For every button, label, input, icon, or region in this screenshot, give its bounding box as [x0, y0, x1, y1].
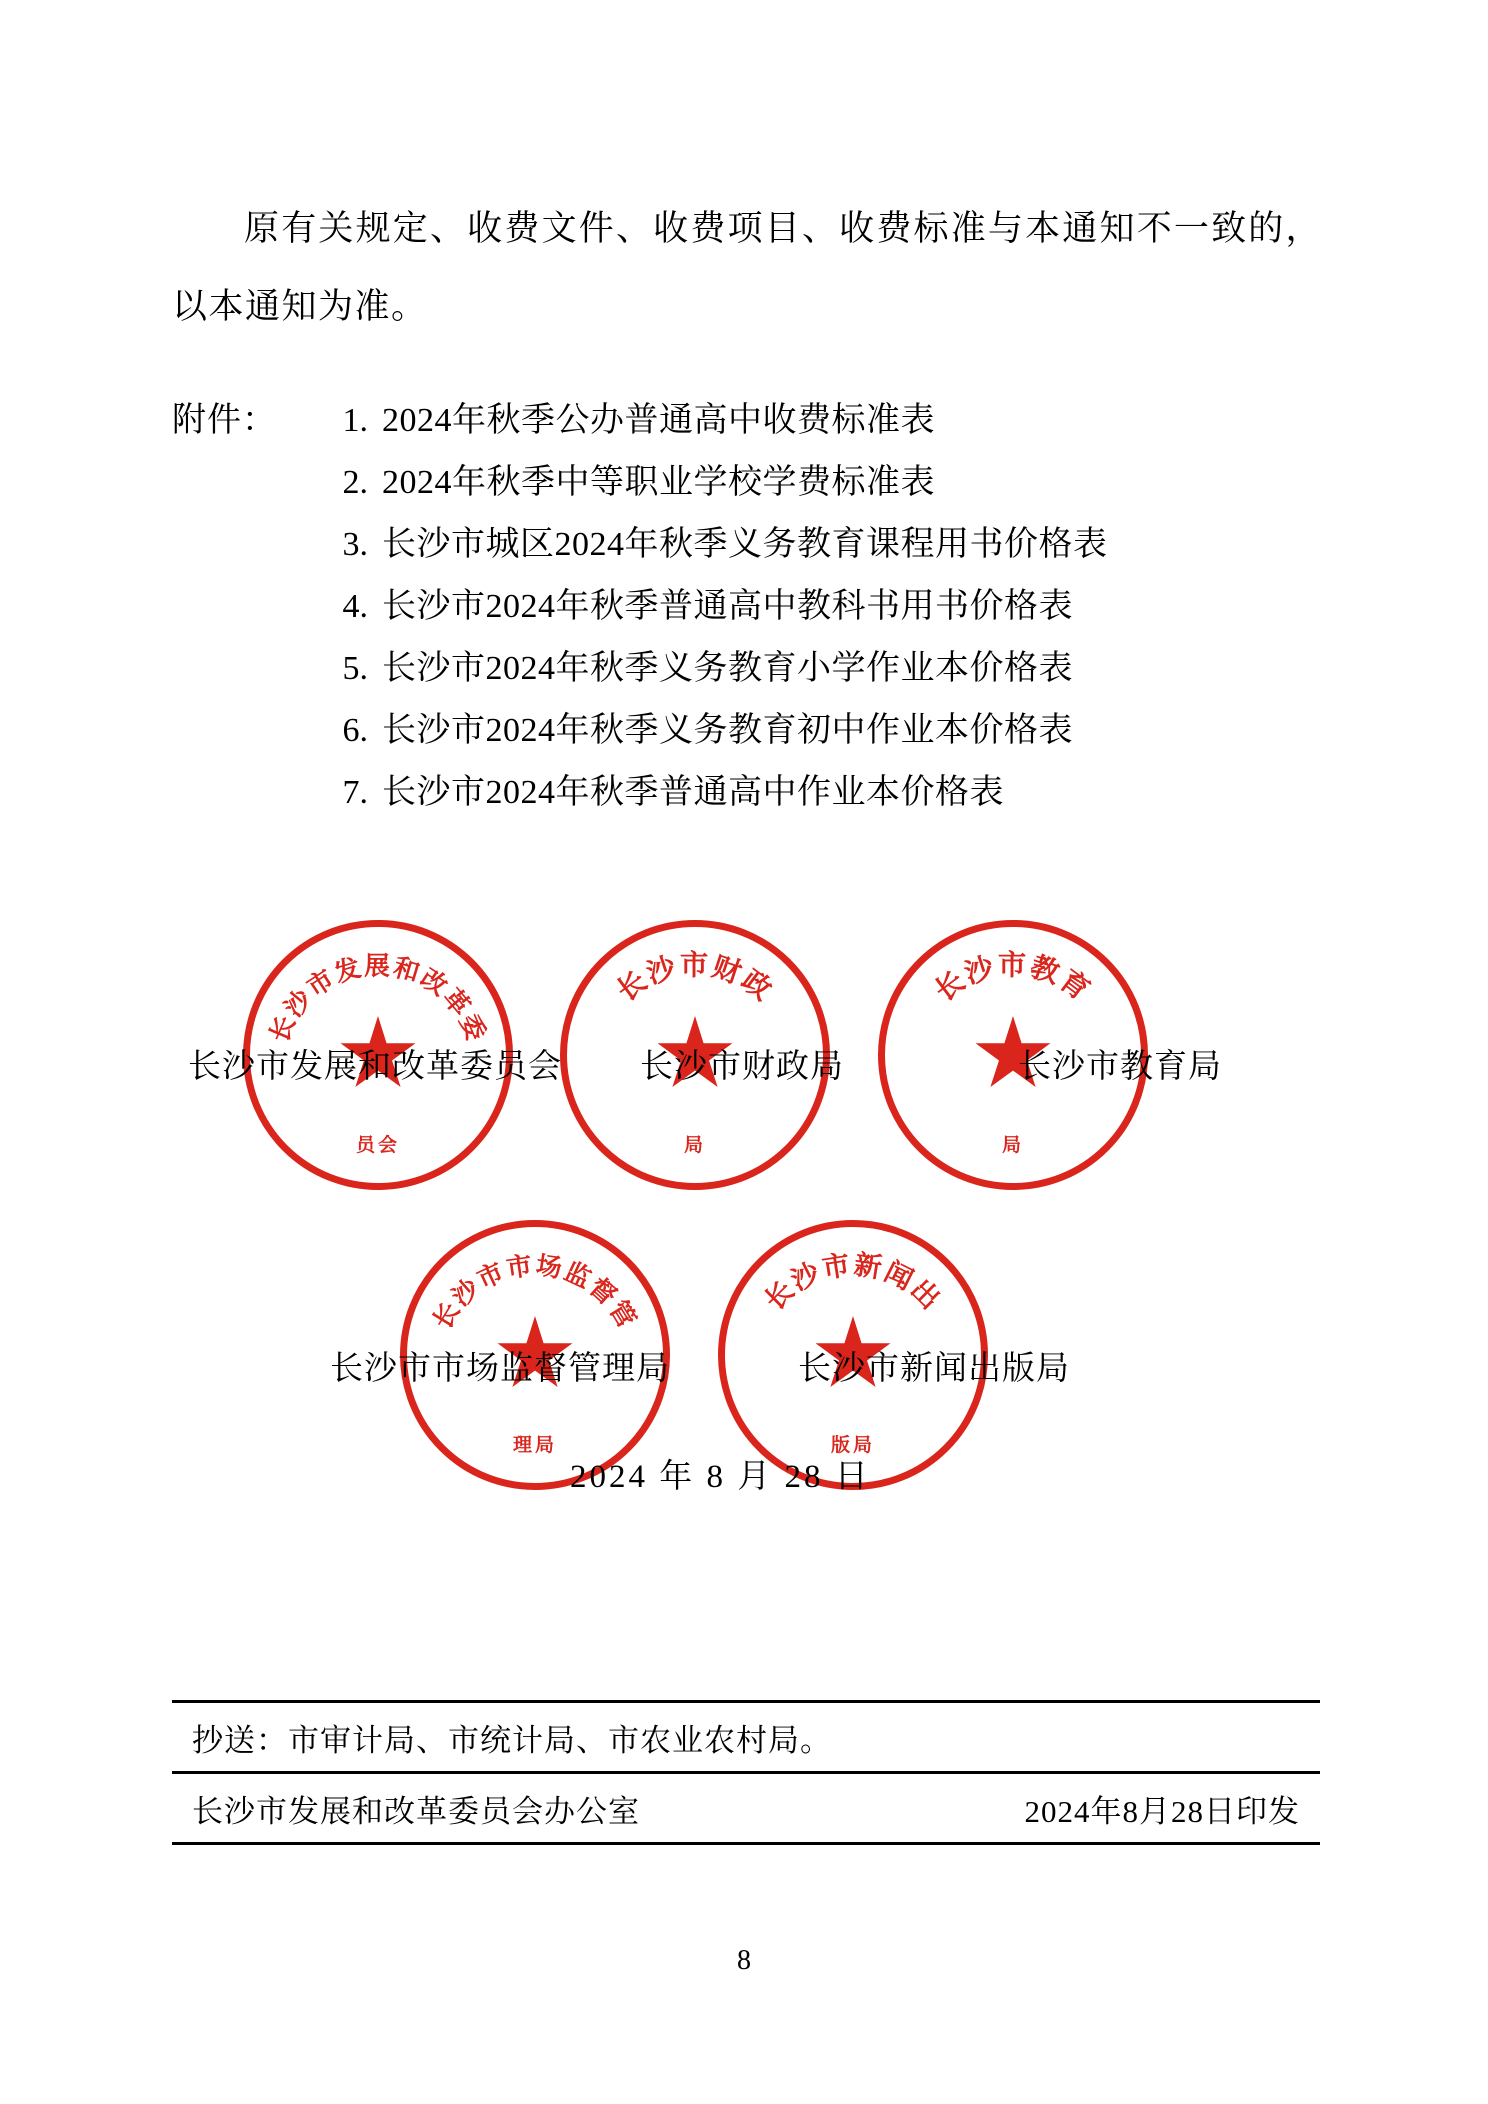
attachment-number: 7. [342, 774, 368, 811]
footer-issuer-row [172, 1774, 1320, 1842]
attachment-number: 3. [342, 526, 368, 563]
attachment-title: 2024年秋季中等职业学校学费标准表 [382, 464, 935, 501]
seal-bottom-text: 员会 [355, 1135, 401, 1156]
page-number: 8 [737, 1945, 751, 1976]
attachment-item [172, 638, 1332, 700]
seal-bottom-text: 版局 [830, 1435, 876, 1456]
attachment-title: 2024年秋季公办普通高中收费标准表 [382, 402, 935, 439]
seal-bottom-text: 局 [1001, 1135, 1025, 1156]
attachment-item [172, 390, 1332, 452]
attachment-list [172, 390, 1332, 824]
attachment-number: 6. [342, 712, 368, 749]
signature-date: 2024 年 8 月 28 日 [570, 1459, 871, 1495]
seal-and-signature-area [0, 920, 1488, 1620]
attachment-title: 长沙市2024年秋季义务教育初中作业本价格表 [382, 712, 1073, 749]
svg-text:长沙市发展和改革委: 长沙市发展和改革委 [264, 951, 492, 1047]
footer-cc-text: 抄送：市审计局、市统计局、市农业农村局。 [192, 1722, 832, 1758]
signature-name-press-publication: 长沙市新闻出版局 [798, 1351, 1070, 1387]
attachment-item [172, 762, 1332, 824]
svg-text:长沙市市场监督管: 长沙市市场监督管 [427, 1250, 643, 1335]
footer-cc-row [172, 1703, 1320, 1771]
attachment-number: 1. [342, 402, 368, 439]
svg-text:长沙市教育: 长沙市教育 [929, 950, 1097, 1008]
attachment-title: 长沙市城区2024年秋季义务教育课程用书价格表 [382, 526, 1108, 563]
footer-issuer: 长沙市发展和改革委员会办公室 [192, 1793, 640, 1829]
document-footer [172, 1700, 1320, 1845]
seal-bottom-text: 理局 [512, 1435, 558, 1456]
attachment-title: 长沙市2024年秋季义务教育小学作业本价格表 [382, 650, 1073, 687]
footer-rule-bottom [172, 1842, 1320, 1845]
signature-name-development-reform: 长沙市发展和改革委员会 [188, 1049, 562, 1085]
attachment-item [172, 700, 1332, 762]
signature-name-market-supervision: 长沙市市场监督管理局 [330, 1351, 670, 1387]
attachment-number: 4. [342, 588, 368, 625]
seal-bottom-text: 局 [683, 1135, 707, 1156]
attachment-number: 2. [342, 464, 368, 501]
signature-name-education: 长沙市教育局 [1018, 1049, 1222, 1085]
attachment-item [172, 514, 1332, 576]
attachment-number: 5. [342, 650, 368, 687]
signature-name-finance: 长沙市财政局 [640, 1049, 844, 1085]
attachment-title: 长沙市2024年秋季普通高中作业本价格表 [382, 774, 1004, 811]
attachment-item [172, 452, 1332, 514]
attachment-title: 长沙市2024年秋季普通高中教科书用书价格表 [382, 588, 1073, 625]
attachment-item [172, 576, 1332, 638]
attachments-label: 附件： [172, 402, 277, 439]
svg-text:长沙市新闻出: 长沙市新闻出 [759, 1249, 947, 1317]
body-paragraph: 原有关规定、收费文件、收费项目、收费标准与本通知不一致的，以本通知为准。 [172, 209, 1322, 326]
svg-text:长沙市财政: 长沙市财政 [611, 950, 779, 1008]
footer-print-date: 2024年8月28日印发 [1024, 1793, 1300, 1829]
